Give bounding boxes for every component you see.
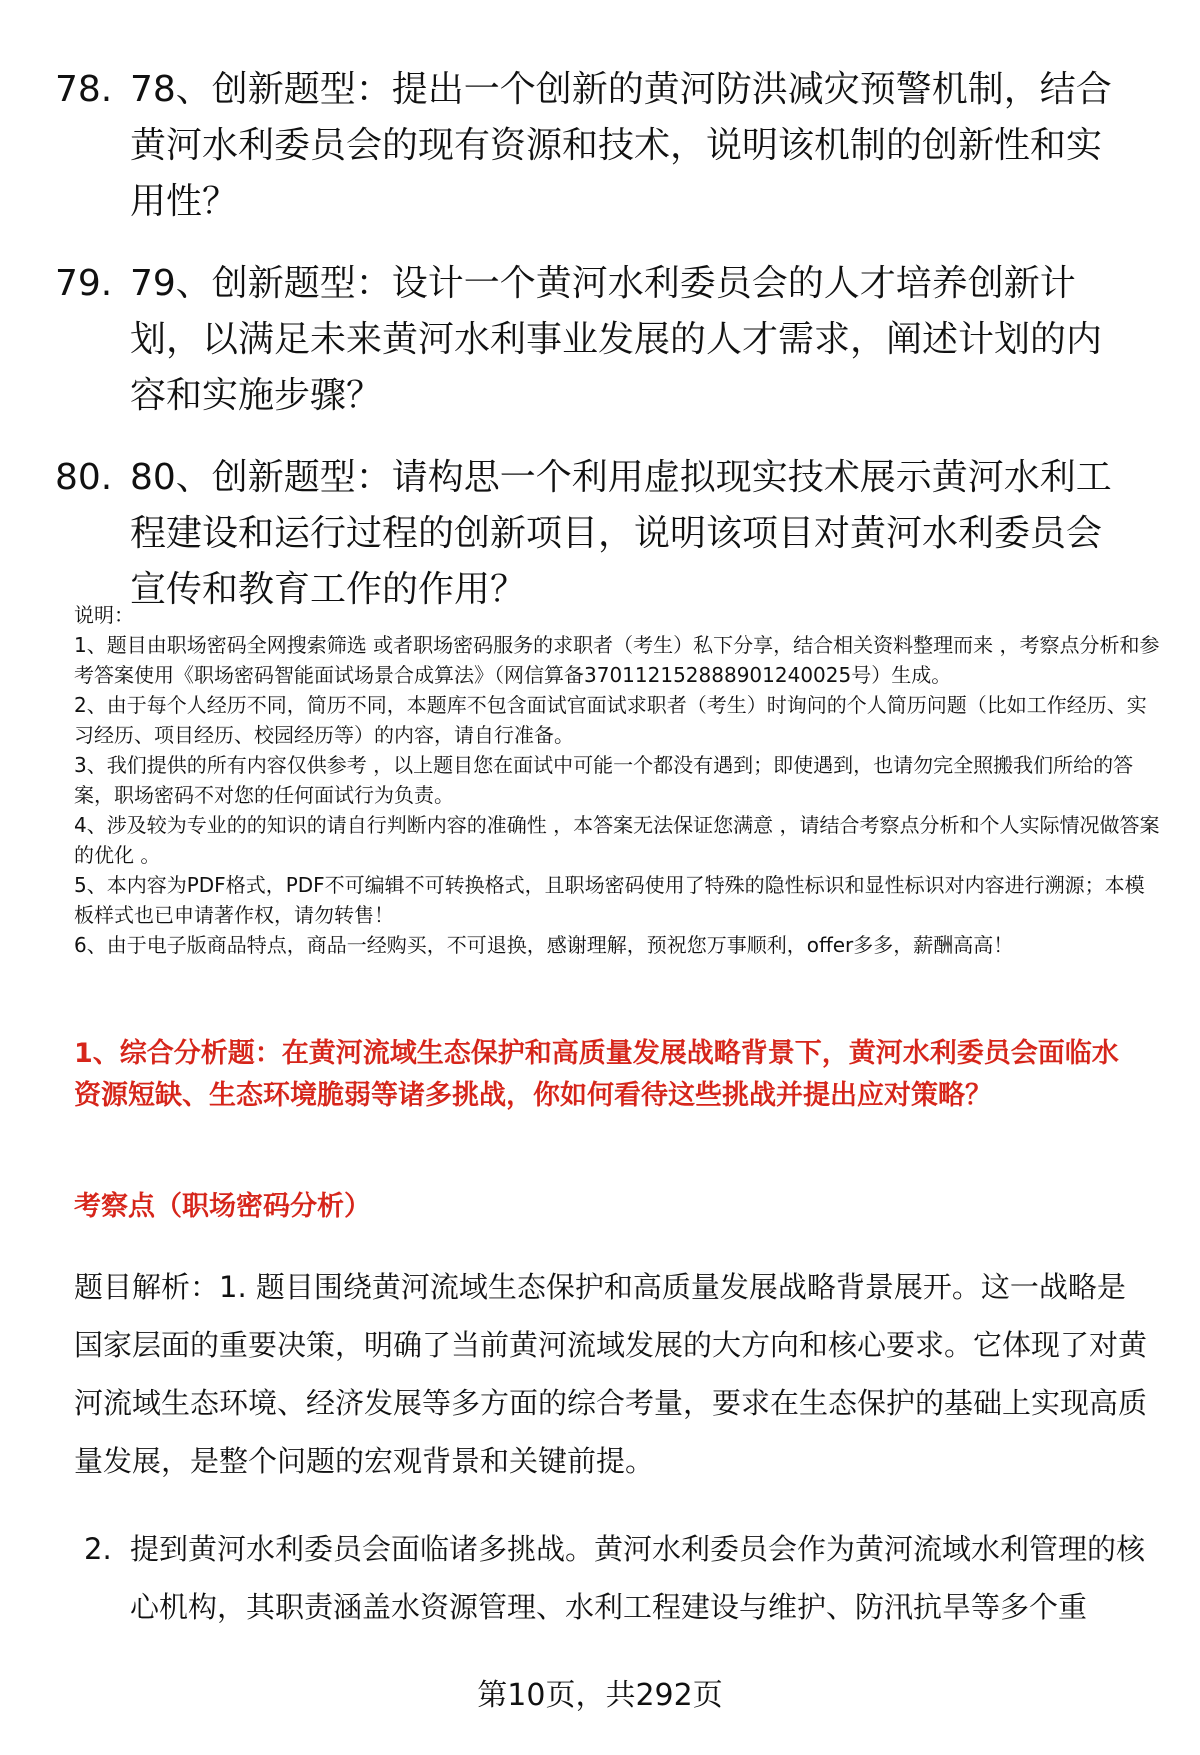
question-item [55,256,1155,424]
question-item [55,62,1155,230]
note-item: 3、我们提供的所有内容仅供参考 ，以上题目您在面试中可能一个都没有遇到；即使遇到，也请勿完全照搬我们所给的答案，职场密码不对您的任何面试行为负责。 [74,753,1134,807]
point-number: 2. [84,1532,112,1566]
notes-section [74,600,1164,960]
question-list [55,62,1155,644]
note-item: 6、由于电子版商品特点，商品一经购买，不可退换，感谢理解，预祝您万事顺利，offer多多，薪酬高高！ [74,933,1014,957]
question-text: 79、创新题型：设计一个黄河水利委员会的人才培养创新计划，以满足未来黄河水利事业发展的人才需求，阐述计划的内容和实施步骤？ [130,263,1103,416]
analysis-point [84,1520,1159,1636]
note-item: 2、由于每个人经历不同，简历不同，本题库不包含面试官面试求职者（考生）时询问的个人简历问题（比如工作经历、实习经历、项目经历、校园经历等）的内容，请自行准备。 [74,693,1147,747]
section-heading: 考察点（职场密码分析） [74,1191,371,1222]
question-number: 78. [55,69,113,110]
page-footer: 第10页，共292页 [477,1678,723,1713]
question-number: 79. [55,263,113,304]
note-item: 5、本内容为PDF格式，PDF不可编辑不可转换格式，且职场密码使用了特殊的隐性标识和显性标识对内容进行溯源；本模板样式也已申请著作权，请勿转售！ [74,873,1145,927]
question-number: 80. [55,457,113,498]
note-item: 4、涉及较为专业的的知识的请自行判断内容的准确性 ，本答案无法保证您满意 ，请结合考察点分析和个人实际情况做答案的优化 。 [74,813,1160,867]
question-item [55,450,1155,618]
question-text: 80、创新题型：请构思一个利用虚拟现实技术展示黄河水利工程建设和运行过程的创新项目，说明该项目对黄河水利委员会宣传和教育工作的作用？ [130,457,1112,610]
point-text: 提到黄河水利委员会面临诸多挑战。黄河水利委员会作为黄河流域水利管理的核心机构，其职责涵盖水资源管理、水利工程建设与维护、防汛抗旱等多个重 [130,1532,1146,1624]
analysis-paragraph: 题目解析：1. 题目围绕黄河流域生态保护和高质量发展战略背景展开。这一战略是国家层面的重要决策，明确了当前黄河流域发展的大方向和核心要求。它体现了对黄河流域生态环境、经济发展等多方面的综合考量，要求在生态保护的基础上实现高质量发展，是整个问题的宏观背景和关键前提。 [74,1270,1148,1478]
notes-title: 说明： [74,603,134,627]
note-item: 1、题目由职场密码全网搜索筛选 或者职场密码服务的求职者（考生）私下分享，结合相关资料整理而来 ，考察点分析和参考答案使用《职场密码智能面试场景合成算法》（网信算备370112152888901240025号）生成。 [74,633,1160,687]
question-text: 78、创新题型：提出一个创新的黄河防洪减灾预警机制，结合黄河水利委员会的现有资源和技术，说明该机制的创新性和实用性？ [130,69,1112,222]
main-question: 1、综合分析题：在黄河流域生态保护和高质量发展战略背景下，黄河水利委员会面临水资源短缺、生态环境脆弱等诸多挑战，你如何看待这些挑战并提出应对策略？ [74,1038,1119,1111]
